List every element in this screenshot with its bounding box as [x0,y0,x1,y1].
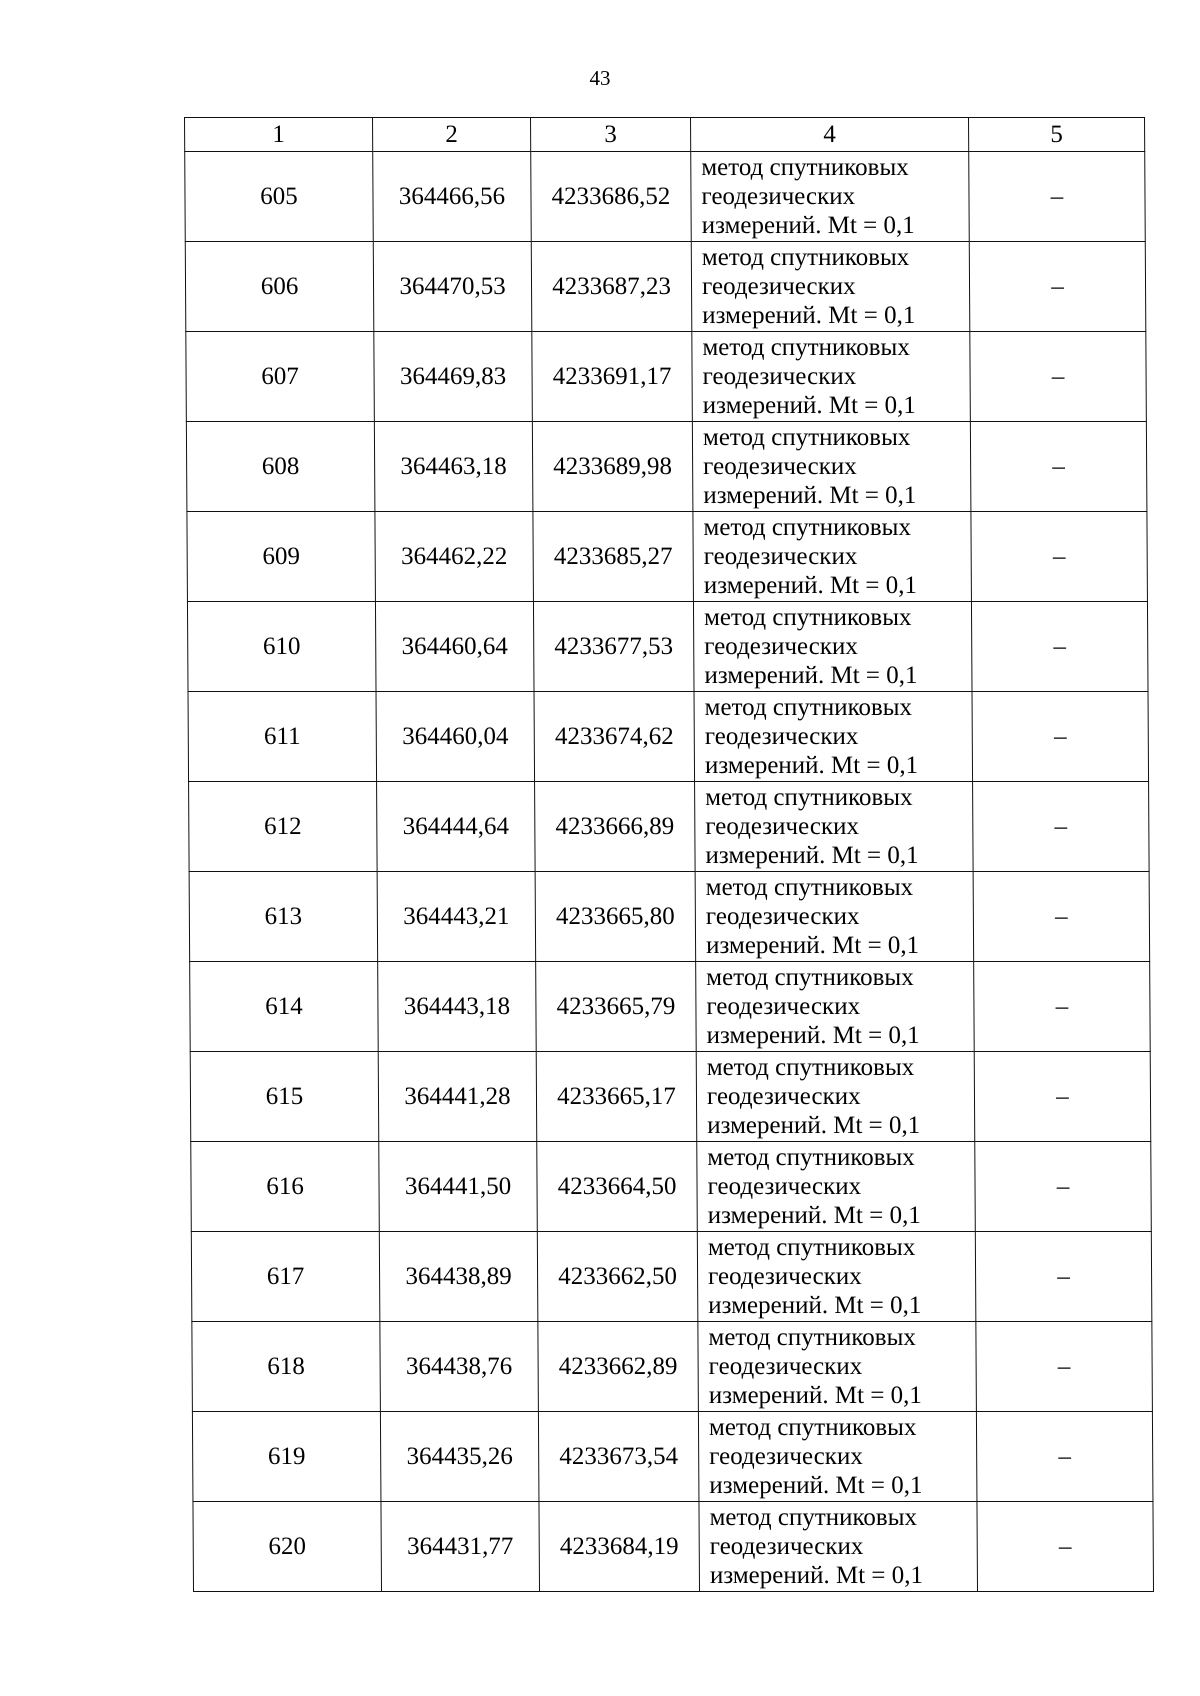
method-line: геодезических [701,273,856,300]
point-number-cell: 612 [189,782,378,872]
method-line: геодезических [704,633,858,660]
method-cell [699,1502,978,1592]
method-line: метод спутниковых [705,874,914,901]
table-body [185,152,1154,1592]
table-row [191,1232,1152,1322]
table-row [186,332,1147,422]
coordinate-x-cell: 364443,18 [378,962,537,1052]
note-cell: – [975,1142,1152,1232]
coordinate-y-cell: 4233684,19 [539,1502,700,1592]
coordinate-y-cell: 4233665,79 [536,962,697,1052]
note-cell: – [971,512,1148,602]
method-line: измерений. Mt = 0,1 [705,842,919,869]
method-line: метод спутниковых [703,514,911,541]
method-line: геодезических [708,1353,863,1380]
point-number-cell: 617 [191,1232,380,1322]
method-line: измерений. Mt = 0,1 [707,1202,921,1229]
method-line: измерений. Mt = 0,1 [707,1112,921,1139]
coordinate-x-cell: 364460,64 [375,602,534,692]
coordinate-x-cell: 364469,83 [374,332,533,422]
method-line: геодезических [708,1263,862,1290]
table-row [189,782,1150,872]
method-line: метод спутниковых [701,154,909,181]
method-line: метод спутниковых [707,1234,916,1261]
method-cell [696,1052,975,1142]
coordinate-y-cell: 4233685,27 [533,512,694,602]
method-line: метод спутниковых [703,604,912,631]
method-line: геодезических [709,1443,863,1470]
coordinate-x-cell: 364443,21 [377,872,536,962]
method-line: геодезических [703,543,858,570]
method-cell [693,602,972,692]
method-line: метод спутниковых [709,1504,918,1531]
method-cell [695,782,974,872]
coordinate-y-cell: 4233665,17 [536,1052,697,1142]
method-line: измерений. Mt = 0,1 [703,482,917,509]
point-number-cell: 614 [190,962,379,1052]
coordinate-x-cell: 364431,77 [381,1502,540,1592]
note-cell: – [971,602,1148,692]
point-number-cell: 618 [192,1322,381,1412]
coordinate-y-cell: 4233662,89 [538,1322,699,1412]
coordinates-table [184,117,1154,1592]
table-row [188,692,1149,782]
point-number-cell: 613 [189,872,378,962]
column-header: 5 [969,118,1145,152]
method-line: измерений. Mt = 0,1 [708,1382,922,1409]
method-cell [698,1322,977,1412]
coordinate-x-cell: 364441,28 [378,1052,537,1142]
method-cell [697,1232,976,1322]
coordinate-y-cell: 4233664,50 [537,1142,698,1232]
table-row [193,1502,1154,1592]
coordinate-y-cell: 4233677,53 [533,602,694,692]
point-number-cell: 605 [185,152,374,242]
note-cell: – [975,1232,1152,1322]
method-line: метод спутниковых [702,424,911,451]
coordinate-y-cell: 4233673,54 [538,1412,699,1502]
point-number-cell: 611 [188,692,377,782]
method-cell [691,152,970,242]
method-line: метод спутниковых [706,964,914,991]
table-row [186,422,1147,512]
note-cell: – [970,332,1147,422]
method-line: геодезических [704,723,859,750]
method-line: измерений. Mt = 0,1 [704,662,918,689]
table-header-row [185,118,1145,152]
table-row [185,242,1146,332]
method-cell [691,242,970,332]
coordinate-x-cell: 364441,50 [379,1142,538,1232]
table-row [189,872,1150,962]
table-row [192,1322,1153,1412]
method-line: измерений. Mt = 0,1 [706,1022,920,1049]
method-line: геодезических [709,1533,864,1560]
coordinate-y-cell: 4233674,62 [534,692,695,782]
note-cell: – [973,872,1150,962]
coordinate-y-cell: 4233689,98 [532,422,693,512]
table-row [190,1052,1151,1142]
coordinate-y-cell: 4233691,17 [532,332,693,422]
coordinate-x-cell: 364460,04 [376,692,535,782]
method-line: метод спутниковых [701,244,910,271]
method-line: измерений. Mt = 0,1 [701,212,915,239]
note-cell: – [973,782,1150,872]
method-cell [696,962,975,1052]
coordinate-y-cell: 4233686,52 [531,152,692,242]
method-line: геодезических [706,993,861,1020]
point-number-cell: 616 [191,1142,380,1232]
method-line: геодезических [702,363,857,390]
method-line: метод спутниковых [707,1144,915,1171]
method-cell [698,1412,977,1502]
method-cell [692,422,971,512]
page-number: 43 [589,66,611,90]
method-line: геодезических [706,1083,861,1110]
coordinate-x-cell: 364444,64 [377,782,536,872]
coordinate-x-cell: 364470,53 [373,242,532,332]
coordinate-x-cell: 364463,18 [374,422,533,512]
method-line: метод спутниковых [705,784,913,811]
method-line: метод спутниковых [706,1054,915,1081]
point-number-cell: 620 [193,1502,382,1592]
column-header: 1 [185,118,373,152]
point-number-cell: 609 [187,512,376,602]
method-line: измерений. Mt = 0,1 [705,932,920,959]
note-cell: – [976,1322,1153,1412]
method-cell [692,332,971,422]
method-line: геодезических [707,1173,862,1200]
coordinate-x-cell: 364438,76 [380,1322,539,1412]
table-row [187,512,1148,602]
point-number-cell: 619 [192,1412,381,1502]
method-cell [697,1142,976,1232]
point-number-cell: 615 [190,1052,379,1142]
note-cell: – [974,962,1151,1052]
method-line: метод спутниковых [704,694,913,721]
method-cell [694,692,973,782]
table-row [192,1412,1153,1502]
note-cell: – [972,692,1149,782]
coordinate-y-cell: 4233687,23 [531,242,692,332]
table-row [190,962,1151,1052]
method-cell [695,872,974,962]
point-number-cell: 606 [185,242,374,332]
column-header: 3 [531,118,691,152]
note-cell: – [970,422,1147,512]
method-line: измерений. Mt = 0,1 [702,302,916,329]
column-header: 2 [373,118,531,152]
method-line: измерений. Mt = 0,1 [702,392,916,419]
method-line: измерений. Mt = 0,1 [704,752,919,779]
column-header: 4 [691,118,969,152]
point-number-cell: 608 [186,422,375,512]
note-cell: – [969,242,1146,332]
point-number-cell: 610 [187,602,376,692]
method-line: геодезических [701,183,856,210]
note-cell: – [974,1052,1151,1142]
coordinate-y-cell: 4233665,80 [535,872,696,962]
note-cell: – [969,152,1146,242]
method-line: измерений. Mt = 0,1 [709,1472,923,1499]
coordinate-x-cell: 364466,56 [373,152,532,242]
point-number-cell: 607 [186,332,375,422]
method-line: метод спутниковых [708,1414,917,1441]
method-line: метод спутниковых [708,1324,916,1351]
method-line: метод спутниковых [702,334,910,361]
coordinate-y-cell: 4233666,89 [535,782,696,872]
table-row [185,152,1146,242]
method-line: измерений. Mt = 0,1 [709,1562,924,1589]
table-row [187,602,1148,692]
coordinate-y-cell: 4233662,50 [537,1232,698,1322]
method-line: измерений. Mt = 0,1 [703,572,918,599]
coordinate-x-cell: 364438,89 [379,1232,538,1322]
coordinate-x-cell: 364435,26 [380,1412,539,1502]
coordinate-x-cell: 364462,22 [375,512,534,602]
table-row [191,1142,1152,1232]
method-cell [693,512,972,602]
note-cell: – [976,1412,1153,1502]
method-line: измерений. Mt = 0,1 [708,1292,922,1319]
method-line: геодезических [705,903,860,930]
note-cell: – [977,1502,1154,1592]
method-line: геодезических [705,813,860,840]
method-line: геодезических [703,453,857,480]
